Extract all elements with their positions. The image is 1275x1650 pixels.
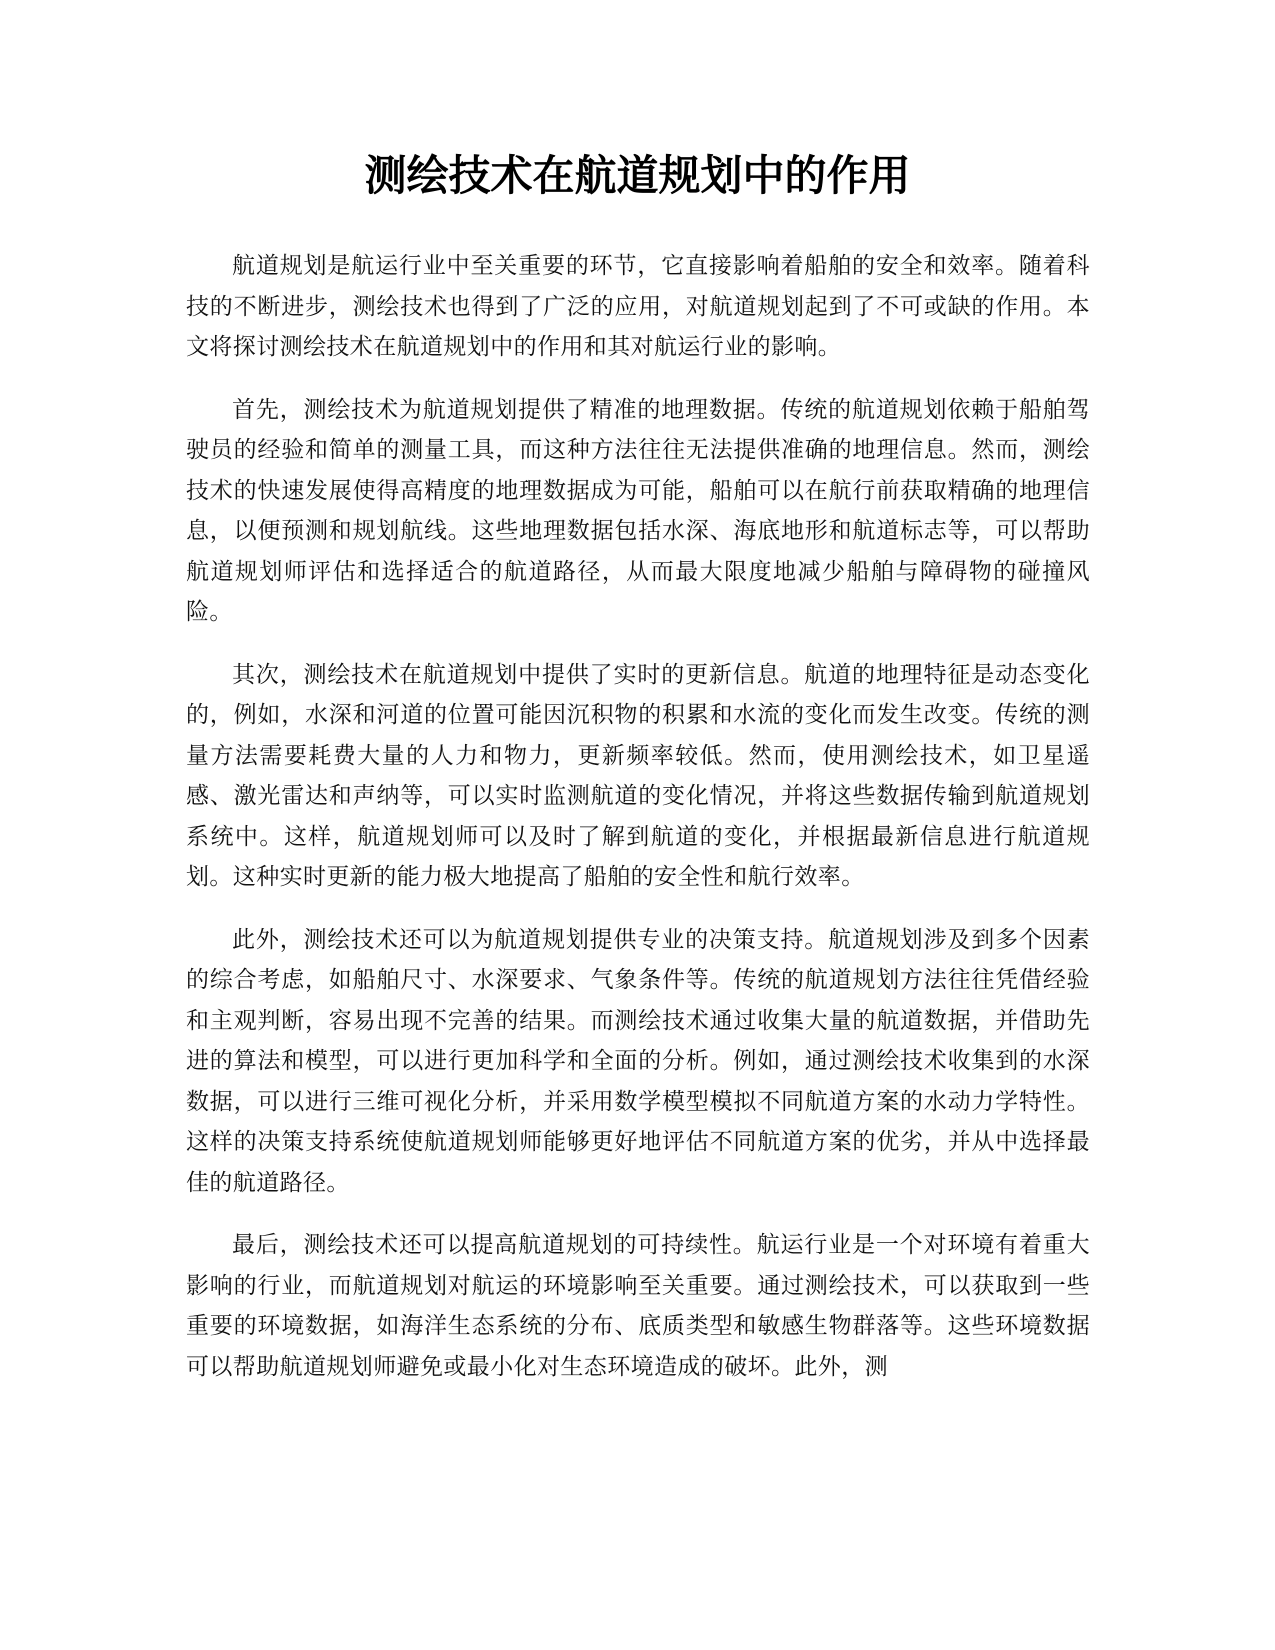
paragraph-last: 最后，测绘技术还可以提高航道规划的可持续性。航运行业是一个对环境有着重大影响的行业，而航道规划对航运的环境影响至关重要。通过测绘技术，可以获取到一些重要的环境数据，如海洋生态系统的分布、底质类型和敏感生物群落等。这些环境数据可以帮助航道规划师避免或最小化对生态环境造成的破坏。此外，测	[186, 1232, 1090, 1380]
document-title: 测绘技术在航道规划中的作用	[364, 151, 911, 200]
paragraph-second: 其次，测绘技术在航道规划中提供了实时的更新信息。航道的地理特征是动态变化的，例如，水深和河道的位置可能因沉积物的积累和水流的变化而发生改变。传统的测量方法需要耗费大量的人力和物力，更新频率较低。然而，使用测绘技术，如卫星遥感、激光雷达和声纳等，可以实时监测航道的变化情况，并将这些数据传输到航道规划系统中。这样，航道规划师可以及时了解到航道的变化，并根据最新信息进行航道规划。这种实时更新的能力极大地提高了船舶的安全性和航行效率。	[186, 661, 1090, 890]
paragraph-intro: 航道规划是航运行业中至关重要的环节，它直接影响着船舶的安全和效率。随着科技的不断进步，测绘技术也得到了广泛的应用，对航道规划起到了不可或缺的作用。本文将探讨测绘技术在航道规划中的作用和其对航运行业的影响。	[186, 253, 1090, 360]
document-body	[186, 246, 1090, 1409]
paragraph-third: 此外，测绘技术还可以为航道规划提供专业的决策支持。航道规划涉及到多个因素的综合考虑，如船舶尺寸、水深要求、气象条件等。传统的航道规划方法往往凭借经验和主观判断，容易出现不完善的结果。而测绘技术通过收集大量的航道数据，并借助先进的算法和模型，可以进行更加科学和全面的分析。例如，通过测绘技术收集到的水深数据，可以进行三维可视化分析，并采用数学模型模拟不同航道方案的水动力学特性。这样的决策支持系统使航道规划师能够更好地评估不同航道方案的优劣，并从中选择最佳的航道路径。	[186, 926, 1090, 1196]
paragraph-first: 首先，测绘技术为航道规划提供了精准的地理数据。传统的航道规划依赖于船舶驾驶员的经验和简单的测量工具，而这种方法往往无法提供准确的地理信息。然而，测绘技术的快速发展使得高精度的地理数据成为可能，船舶可以在航行前获取精确的地理信息，以便预测和规划航线。这些地理数据包括水深、海底地形和航道标志等，可以帮助航道规划师评估和选择适合的航道路径，从而最大限度地减少船舶与障碍物的碰撞风险。	[186, 396, 1090, 625]
